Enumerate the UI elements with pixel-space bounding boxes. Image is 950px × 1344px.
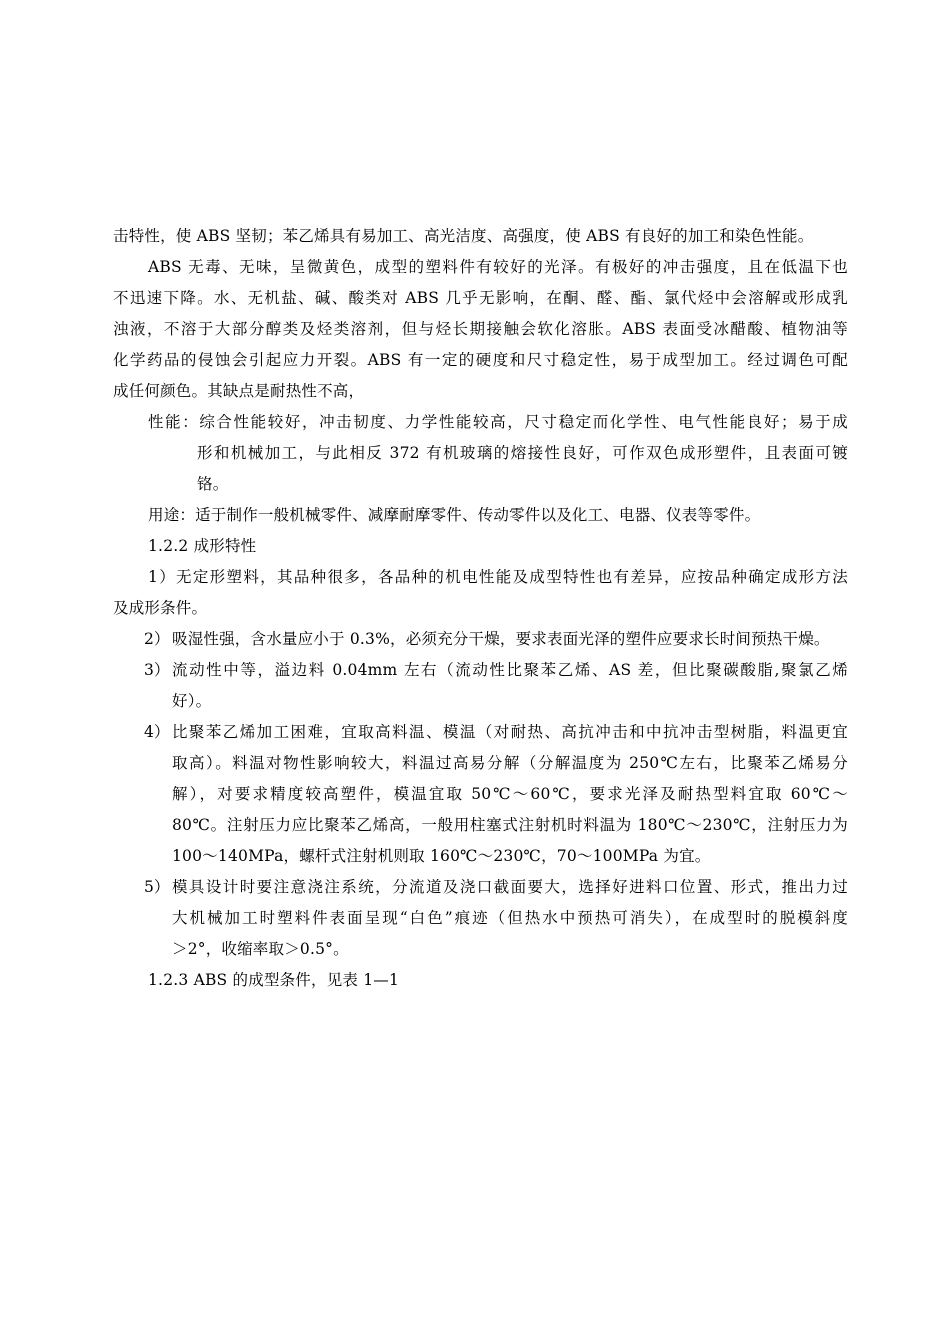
usage-line1: 用途：适于制作一般机械零件、减摩耐摩零件、传动零件以及化工、电器、仪表等零件。 (148, 506, 761, 524)
para2-line2: 不迅速下降。水、无机盐、碱、酸类对 ABS 几乎无影响，在酮、醛、酯、氯代烃中会溶解或形成乳 (113, 289, 848, 307)
item5-line2: 大机械加工时塑料件表面呈现“白色”痕迹（但热水中预热可消失），在成型时的脱模斜度 (172, 909, 848, 927)
performance-line1: 性能：综合性能较好，冲击韧度、力学性能较高，尺寸稳定而化学性、电气性能良好；易于成 (148, 413, 848, 431)
item3-line2: 好）。 (172, 692, 212, 710)
item4-line4: 80℃。注射压力应比聚苯乙烯高，一般用柱塞式注射机时料温为 180℃～230℃，注射压力为 (172, 816, 848, 834)
item4-line3: 解），对要求精度较高塑件，模温宜取 50℃～60℃，要求光泽及耐热型料宜取 60℃～ (172, 785, 848, 803)
section-123-heading: 1.2.3 ABS 的成型条件，见表 1—1 (148, 971, 400, 989)
performance-line2: 形和机械加工，与此相反 372 有机玻璃的熔接性良好，可作双色成形塑件，且表面可镀 (197, 444, 848, 462)
item4-number: 4） (144, 723, 170, 741)
item4-line1: 比聚苯乙烯加工困难，宜取高料温、模温（对耐热、高抗冲击和中抗冲击型树脂，料温更宜 (172, 723, 848, 741)
item5-line3: ＞2°，收缩率取＞0.5°。 (172, 940, 349, 958)
item3-number: 3） (144, 661, 170, 679)
item2-number: 2） (144, 630, 170, 648)
para2-line3: 浊液，不溶于大部分醇类及烃类溶剂，但与烃长期接触会软化溶胀。ABS 表面受冰醋酸、植物油等 (113, 320, 848, 338)
item1-line2: 及成形条件。 (113, 599, 208, 617)
item2-line1: 吸湿性强，含水量应小于 0.3%，必须充分干燥，要求表面光泽的塑件应要求长时间预热干燥。 (172, 630, 830, 648)
para2-line4: 化学药品的侵蚀会引起应力开裂。ABS 有一定的硬度和尺寸稳定性，易于成型加工。经过调色可配 (113, 351, 848, 369)
para2-line5: 成任何颜色。其缺点是耐热性不高， (113, 382, 365, 400)
para1-line1: 击特性，使 ABS 坚韧；苯乙烯具有易加工、高光洁度、高强度，使 ABS 有良好的加工和染色性能。 (113, 227, 814, 245)
performance-line3: 铬。 (197, 475, 229, 493)
item5-line1: 模具设计时要注意浇注系统，分流道及浇口截面要大，选择好进料口位置、形式，推出力过 (172, 878, 848, 896)
item4-line2: 取高）。料温对物性影响较大，料温过高易分解（分解温度为 250℃左右，比聚苯乙烯易分 (172, 754, 848, 772)
item5-number: 5） (144, 878, 170, 896)
para2-line1: ABS 无毒、无味，呈微黄色，成型的塑料件有较好的光泽。有极好的冲击强度，且在低温下也 (148, 258, 848, 276)
item3-line1: 流动性中等，溢边料 0.04mm 左右（流动性比聚苯乙烯、AS 差，但比聚碳酸脂,聚氯乙烯 (172, 661, 848, 679)
item4-line5: 100～140MPa，螺杆式注射机则取 160℃～230℃，70～100MPa 为宜。 (172, 847, 711, 865)
item1-line1: 1）无定形塑料，其品种很多，各品种的机电性能及成型特性也有差异，应按品种确定成形方法 (148, 568, 848, 586)
section-122-heading: 1.2.2 成形特性 (148, 537, 257, 555)
